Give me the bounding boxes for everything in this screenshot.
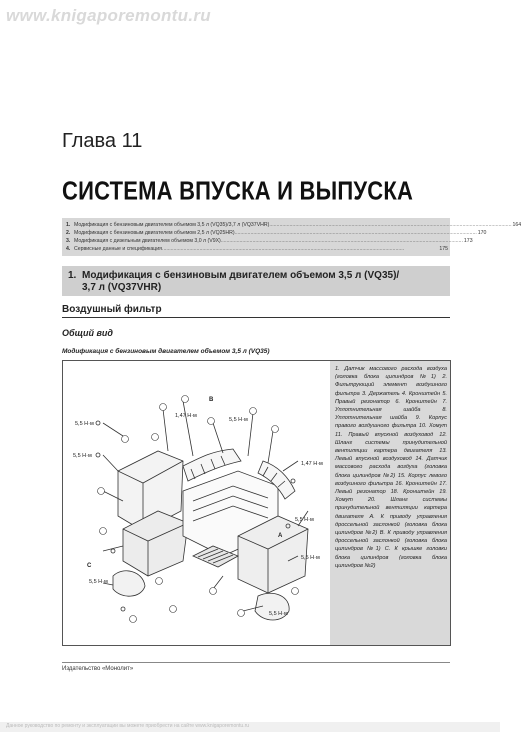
figure-caption: Модификация с бензиновым двигателем объемом 3,5 л (VQ35) [62,348,270,355]
toc-leader: ........................................................................................................................................................................ [269,222,512,228]
section-number: 1. [68,270,77,281]
toc-number: 3. [66,238,71,244]
toc-text: Модификация с дизельным двигателем объемом 3,0 л (V9X) [74,238,221,244]
subsubsection-heading: Общий вид [62,328,113,338]
callout-letter: A [278,533,283,539]
torque-label: 5,5 Н·м [301,555,320,561]
chapter-label: Глава 11 [62,130,143,152]
callout-letter: B [209,397,214,403]
callout-letter: C [87,563,92,569]
air-filter-diagram [62,360,332,646]
toc-leader: ........................................................................................................................................................................ [162,246,405,252]
torque-label: 5,5 Н·м [75,421,94,427]
toc-number: 1. [66,222,71,228]
exploded-view-drawing [63,361,331,645]
toc-number: 4. [66,246,71,252]
watermark: www.knigaporemontu.ru [6,6,211,25]
torque-label: 5,5 Н·м [269,611,288,617]
section-title-line-1: Модификация с бензиновым двигателем объемом 3,5 л (VQ35)/ [82,270,400,281]
torque-label: 5,5 Н·м [229,417,248,423]
toc-page: 170 [477,230,487,236]
toc-page: 173 [463,238,473,244]
figure-legend [330,360,451,646]
toc-leader: ........................................................................................................................................................................ [220,238,463,244]
torque-label: 5,5 Н·м [89,579,108,585]
toc-item[interactable] [66,229,487,237]
toc-text: Модификация с бензиновым двигателем объемом 2,5 л (VQ25HR) [74,230,235,236]
toc-item[interactable] [66,245,448,253]
table-of-contents [62,218,521,256]
toc-item[interactable] [66,221,521,229]
chapter-title: СИСТЕМА ВПУСКА И ВЫПУСКА [62,176,414,206]
section-title-line-2: 3,7 л (VQ37VHR) [82,282,162,293]
footer-text: Данное руководство по ремонту и эксплуатации вы можете приобрести на сайте www.knigaporemontu.ru [6,723,250,729]
torque-label: 1,47 Н·м [301,461,323,467]
legend-text: 1. Датчик массового расхода воздуха (головка блока цилиндров №1) 2. Фильтрующий элемент воздушного фильтра 3. Держатель 4. Кронштейн 5. Правый резонатор 6. Кронштейн 7. Уплотнительная шайба 8. Уплотнительная шайба 9. Корпус правого воздушного фильтра 10. Хомут 11. Правый впускной воздуховод 12. Шланг системы принудительной вентиляции картера двигателя 13. Левый впускной воздуховод 14. Датчик массового расхода воздуха (головка блока цилиндров №2) 15. Корпус левого воздушного фильтра 16. Кронштейн 17. Левый резонатор 18. Кронштейн 19. Хомут 20. Шланг системы принудительной вентиляции картера двигателя А. К приводу управления дроссельной заслонкой (головка блока цилиндров №2) B. К приводу управления дроссельной заслонкой (головка блока цилиндров №1) C. К крышке головки блока цилиндров (головка блока цилиндров №2) [335,366,447,569]
footer-bar [0,722,500,732]
publisher-footer: Издательство «Монолит» [62,662,450,672]
toc-number: 2. [66,230,71,236]
section-heading [62,266,450,296]
toc-page: 175 [439,246,448,252]
toc-text: Модификация с бензиновым двигателем объемом 3,5 л (VQ35)/3,7 л (VQ37VHR) [74,222,270,228]
torque-label: 1,47 Н·м [175,413,197,419]
torque-label: 5,5 Н·м [73,453,92,459]
subsection-heading: Воздушный фильтр [62,304,450,318]
toc-item[interactable] [66,237,473,245]
toc-page: 164 [512,222,521,228]
toc-leader: ........................................................................................................................................................................ [234,230,477,236]
toc-text: Сервисные данные и спецификация [74,246,162,252]
torque-label: 5,5 Н·м [295,517,314,523]
